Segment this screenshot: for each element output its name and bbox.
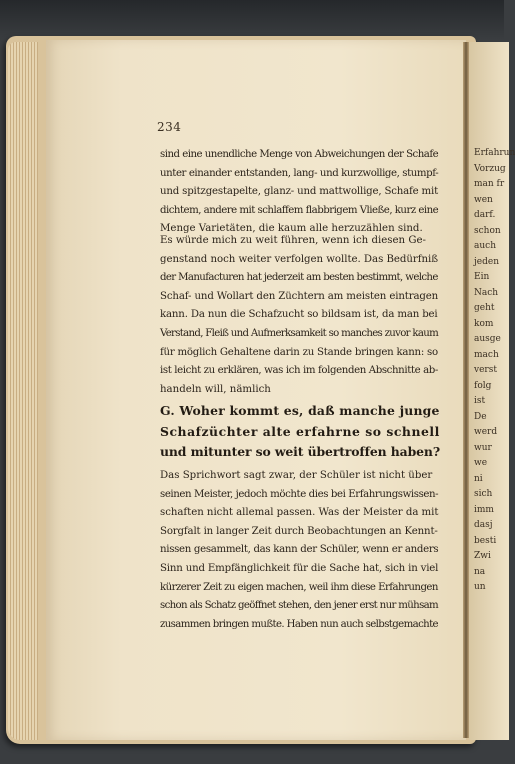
heading-line: Schafzüchter alte erfahrne so schnell (160, 423, 440, 439)
text-line: kann. Da nun die Schafzucht so bildsam ist, da man bei (160, 309, 438, 321)
text-line: Verstand, Fleiß und Aufmerksamkeit so manches zuvor kaum (160, 327, 439, 339)
heading-line: und mitunter so weit übertroffen haben? (160, 444, 440, 459)
edge-text-line: besti (474, 535, 497, 546)
edge-text-line: folg (474, 380, 492, 391)
section-heading (160, 401, 440, 463)
text-line: Sorgfalt in langer Zeit durch Beobachtungen an Kennt- (160, 525, 438, 537)
scan-backdrop (0, 0, 504, 40)
edge-text-line: ni (474, 473, 483, 484)
text-line: zusammen bringen mußte. Haben nun auch selbstgemachte (160, 618, 438, 630)
edge-text-line: sich (474, 489, 493, 499)
edge-text-line: imm (474, 504, 494, 515)
edge-text-line: na (474, 566, 486, 577)
text-line: Es würde mich zu weit führen, wenn ich diesen Ge- (160, 235, 426, 246)
edge-text-line: wen (474, 194, 493, 205)
edge-text-line: werd (474, 427, 498, 437)
text-line: Menge Varietäten, die kaum alle herzuzählen sind. (160, 223, 423, 235)
text-line: kürzerer Zeit zu eigen machen, weil ihm diese Erfahrungen (160, 581, 438, 593)
right-page-edge (469, 42, 515, 740)
edge-text-line: un (474, 582, 486, 592)
edge-text-line: ist (474, 396, 486, 406)
edge-text-line: we (474, 458, 488, 468)
heading-line: G. Woher kommt es, daß manche junge (160, 403, 440, 418)
edge-text-line: man fr (474, 179, 505, 189)
edge-text-line: jeden (474, 256, 500, 267)
edge-text-line: ausge (474, 334, 501, 344)
text-line: dichtem, andere mit schlaffem flabbrigem Vließe, kurz eine (160, 204, 439, 216)
text-line: seinen Meister, jedoch möchte dies bei Erfahrungswissen- (160, 488, 439, 500)
edge-text-line: Erfahrun (474, 148, 515, 158)
edge-text-line: auch (474, 241, 496, 251)
edge-text-line: Nach (474, 287, 499, 298)
text-line: handeln will, nämlich (160, 383, 271, 395)
edge-text-line: mach (474, 349, 499, 360)
text-line: Schaf- und Wollart den Züchtern am meisten eintragen (160, 290, 439, 302)
text-line: unter einander entstanden, lang- und kurzwollige, stumpf- (160, 167, 439, 179)
edge-text-line: darf. (474, 210, 496, 220)
edge-text-line: kom (474, 318, 494, 329)
text-line: schaften nicht allemal passen. Was der Meister da mit (160, 507, 439, 519)
text-line: und spitzgestapelte, glanz- und mattwollige, Schafe mit (160, 186, 438, 198)
text-line: sind eine unendliche Menge von Abweichungen der Schafe (160, 149, 439, 160)
edge-text-line: dasj (474, 520, 493, 530)
text-line: Das Sprichwort sagt zwar, der Schüler ist nicht über (160, 470, 433, 481)
text-line: schon als Schatz geöffnet stehen, den jener erst nur mühsam (160, 600, 439, 612)
paragraph-2 (160, 232, 438, 399)
edge-text-line: verst (474, 365, 497, 375)
text-line: für möglich Gehaltene darin zu Stande bringen kann: so (160, 346, 438, 358)
edge-text-line: schon (474, 225, 501, 236)
text-line: ist leicht zu erklären, was ich im folgenden Abschnitte ab- (160, 365, 438, 377)
edge-text-line: Zwi (474, 551, 491, 561)
text-line: nissen gesammelt, das kann der Schüler, wenn er anders (160, 544, 439, 556)
edge-text-line: Ein (474, 272, 490, 282)
right-page-edge-text (474, 146, 514, 596)
edge-text-line: wur (474, 442, 492, 453)
edge-text-line: De (474, 411, 487, 422)
page-number: 234 (157, 120, 182, 134)
text-line: genstand noch weiter verfolgen wollte. Das Bedürfniß (160, 253, 438, 265)
paragraph-1 (160, 146, 438, 239)
paragraph-3 (160, 467, 438, 634)
text-line: der Manufacturen hat jederzeit am besten bestimmt, welche (160, 272, 438, 284)
text-line: Sinn und Empfänglichkeit für die Sache hat, sich in viel (160, 562, 439, 574)
edge-text-line: Vorzug (474, 163, 506, 174)
edge-text-line: geht (474, 303, 495, 313)
